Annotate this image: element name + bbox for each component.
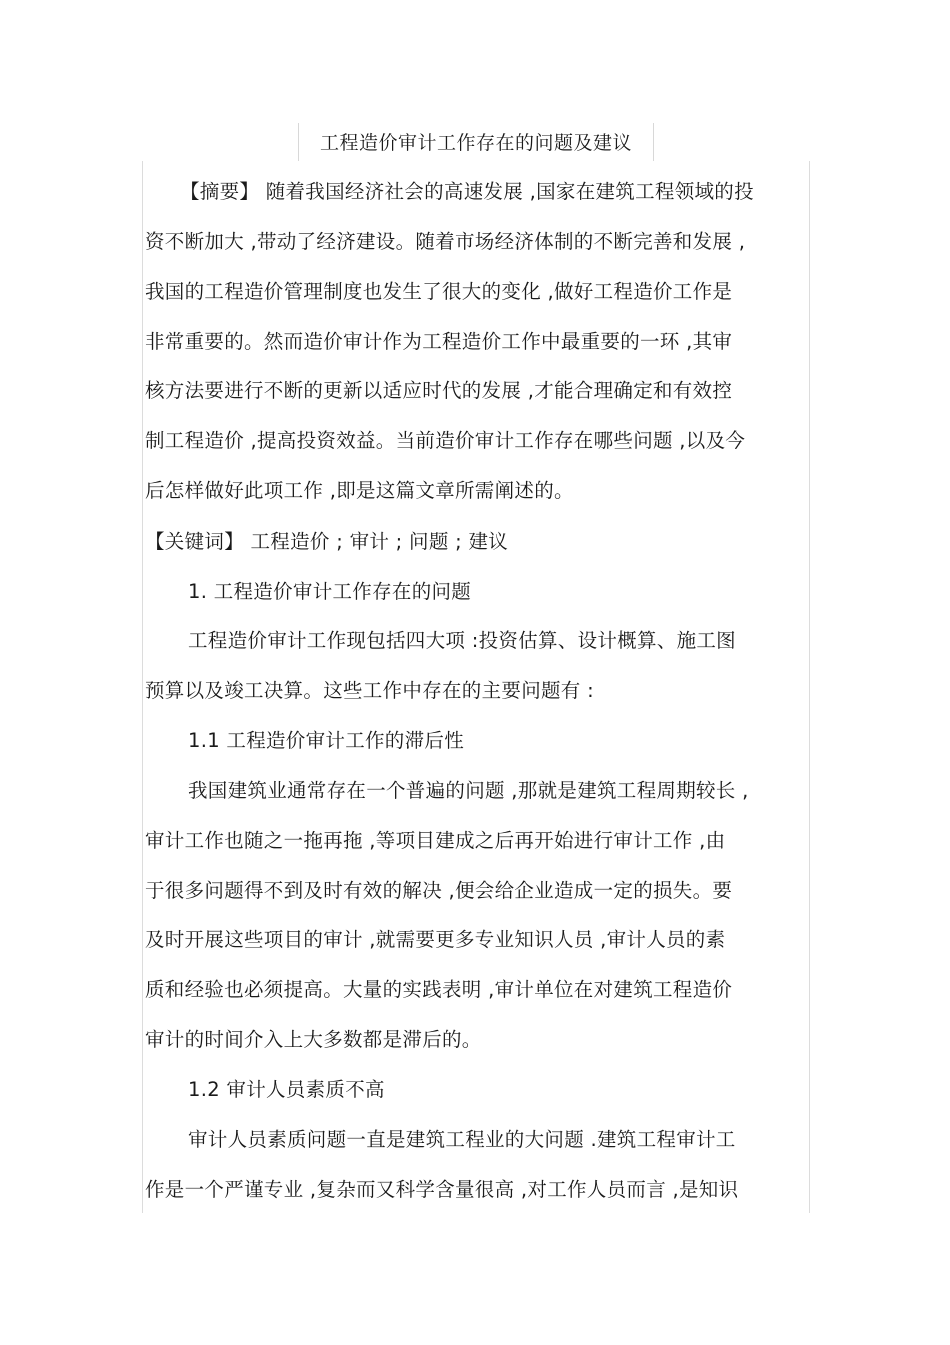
paragraph-line: 预算以及竣工决算。这些工作中存在的主要问题有 : (145, 679, 594, 702)
keywords-line: 【关键词】 工程造价 ; 审计 ; 问题 ; 建议 (145, 530, 509, 553)
abstract-line: 非常重要的。然而造价审计作为工程造价工作中最重要的一环 ,其审 (145, 330, 733, 353)
abstract-line: 核方法要进行不断的更新以适应时代的发展 ,才能合理确定和有效控 (145, 379, 733, 402)
subsection-heading: 1.2 审计人员素质不高 (188, 1078, 385, 1101)
paragraph-line: 审计的时间介入上大多数都是滞后的。 (145, 1028, 482, 1051)
title-frame (298, 123, 654, 161)
abstract-line: 资不断加大 ,带动了经济建设。随着市场经济体制的不断完善和发展 , (145, 230, 746, 253)
paragraph-line: 审计人员素质问题一直是建筑工程业的大问题 .建筑工程审计工 (188, 1128, 736, 1151)
paragraph-line: 及时开展这些项目的审计 ,就需要更多专业知识人员 ,审计人员的素 (145, 928, 726, 951)
document-title: 工程造价审计工作存在的问题及建议 (319, 132, 632, 154)
section-heading: 1. 工程造价审计工作存在的问题 (188, 580, 472, 603)
paragraph-line: 审计工作也随之一拖再拖 ,等项目建成之后再开始进行审计工作 ,由 (145, 829, 726, 852)
abstract-line: 我国的工程造价管理制度也发生了很大的变化 ,做好工程造价工作是 (145, 280, 733, 303)
subsection-heading: 1.1 工程造价审计工作的滞后性 (188, 729, 465, 752)
abstract-line: 制工程造价 ,提高投资效益。当前造价审计工作存在哪些问题 ,以及今 (145, 429, 746, 452)
abstract-line: 后怎样做好此项工作 ,即是这篇文章所需阐述的。 (145, 479, 574, 502)
abstract-line: 【摘要】 随着我国经济社会的高速发展 ,国家在建筑工程领域的投 (180, 180, 754, 203)
paragraph-line: 我国建筑业通常存在一个普遍的问题 ,那就是建筑工程周期较长 , (188, 779, 749, 802)
paragraph-line: 质和经验也必须提高。大量的实践表明 ,审计单位在对建筑工程造价 (145, 978, 733, 1001)
paragraph-line: 作是一个严谨专业 ,复杂而又科学含量很高 ,对工作人员而言 ,是知识 (145, 1178, 739, 1201)
paragraph-line: 于很多问题得不到及时有效的解决 ,便会给企业造成一定的损失。要 (145, 879, 733, 902)
paragraph-line: 工程造价审计工作现包括四大项 :投资估算、设计概算、施工图 (188, 629, 736, 652)
